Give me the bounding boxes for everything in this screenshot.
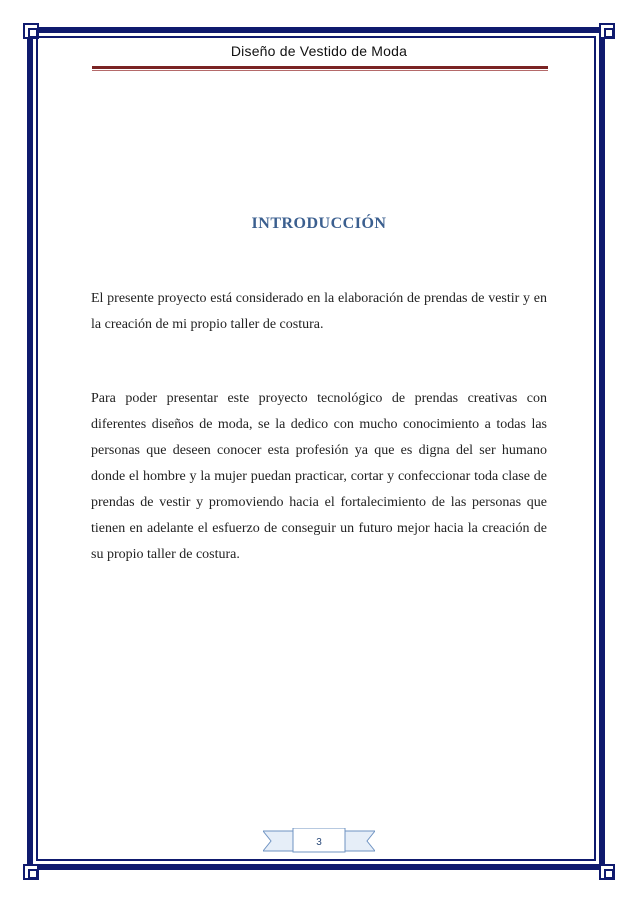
page-number: 3 — [316, 837, 322, 848]
paragraph: Para poder presentar este proyecto tecnológico de prendas creativas con diferentes diseños de moda, se la dedico con mucho conocimiento a todas las personas que deseen conocer esta profesión ya que es digna del ser humano donde el hombre y la mujer puedan practicar, cortar y confeccionar toda clase de prendas de vestir y promoviendo hacia el fortalecimiento de las personas que tienen en adelante el esfuerzo de conseguir un futuro mejor hacia la creación de su propio taller de costura. — [91, 391, 547, 562]
border-corner-ornament — [23, 864, 39, 880]
border-corner-ornament — [599, 864, 615, 880]
header-rule — [92, 66, 548, 69]
border-corner-ornament — [23, 23, 39, 39]
paragraph: El presente proyecto está considerado en la elaboración de prendas de vestir y en la creación de mi propio taller de costura. — [91, 291, 547, 332]
section-heading: INTRODUCCIÓN — [251, 215, 387, 232]
border-corner-ornament — [599, 23, 615, 39]
header-title: Diseño de Vestido de Moda — [230, 43, 408, 59]
header-rule-thin — [92, 70, 548, 71]
